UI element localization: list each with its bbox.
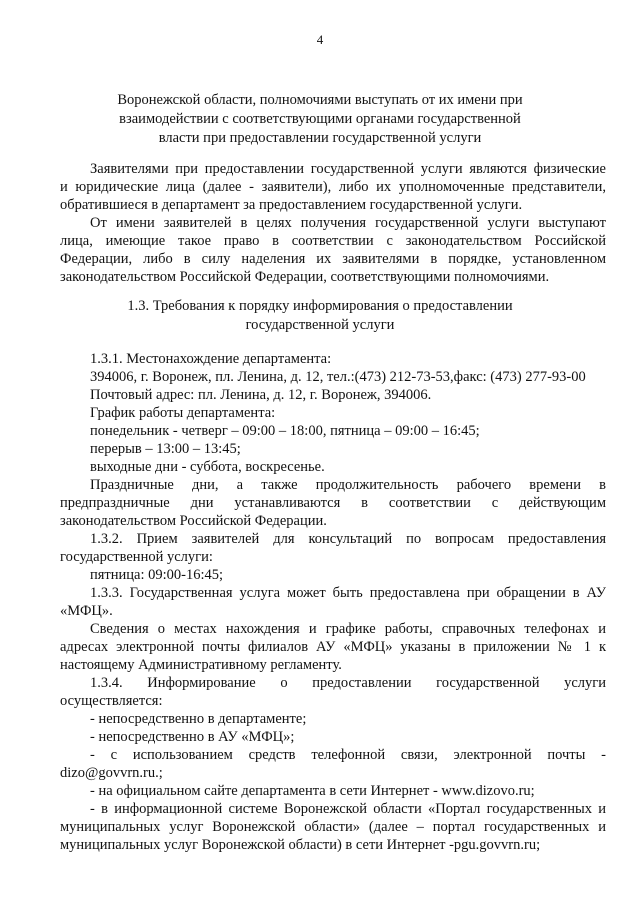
list-item: - на официальном сайте департамента в сети Интернет - www.dizovo.ru; xyxy=(90,783,535,799)
paragraph-line: 1.3.1. Местонахождение департамента: xyxy=(90,351,332,367)
list-item: - в информационной системе Воронежской области «Портал государственных и xyxy=(90,801,606,817)
paragraph-line: адресах электронной почты филиалов АУ «МФЦ» указаны в приложении № 1 к xyxy=(60,639,606,655)
schedule-line: выходные дни - суббота, воскресенье. xyxy=(90,459,325,475)
paragraph-line: лица, имеющие такое право в соответствии с законодательством Российской xyxy=(60,233,606,249)
paragraph-line: законодательством Российской Федерации. xyxy=(60,513,327,529)
paragraph-line: Праздничные дни, а также продолжительность рабочего времени в xyxy=(90,477,606,493)
list-item: - непосредственно в АУ «МФЦ»; xyxy=(90,729,295,745)
paragraph-line: От имени заявителей в целях получения государственной услуги выступают xyxy=(90,215,606,231)
paragraph-line: обратившиеся в департамент за предоставлением государственной услуги. xyxy=(60,197,523,213)
paragraph-line: 1.3.4. Информирование о предоставлении государственной услуги xyxy=(90,675,606,691)
paragraph-line: «МФЦ». xyxy=(60,603,113,619)
paragraph-line: Сведения о местах нахождения и графике работы, справочных телефонах и xyxy=(90,621,606,637)
intro-line: взаимодействии с соответствующими органами государственной xyxy=(119,111,521,127)
paragraph-line: Заявителями при предоставлении государственной услуги являются физические xyxy=(90,161,606,177)
schedule-line: перерыв – 13:00 – 13:45; xyxy=(90,441,241,457)
schedule-line: понедельник - четверг – 09:00 – 18:00, пятница – 09:00 – 16:45; xyxy=(90,423,480,439)
paragraph-line: Федерации, либо в силу наделения их заявителями в порядке, установленном xyxy=(60,251,606,267)
paragraph-line: осуществляется: xyxy=(60,693,163,709)
intro-line: власти при предоставлении государственной услуги xyxy=(158,130,482,146)
section-heading: 1.3. Требования к порядку информирования о предоставлении xyxy=(127,298,513,314)
intro-line: Воронежской области, полномочиями выступать от их имени при xyxy=(117,92,523,108)
paragraph-line: предпраздничные дни устанавливаются в соответствии с действующим xyxy=(60,495,606,511)
paragraph-line: 1.3.2. Прием заявителей для консультаций по вопросам предоставления xyxy=(90,531,606,547)
paragraph-line: 1.3.3. Государственная услуга может быть предоставлена при обращении в АУ xyxy=(90,585,606,601)
list-item-continuation: муниципальных услуг Воронежской области) в сети Интернет -pgu.govvrn.ru; xyxy=(60,837,541,853)
paragraph-line: и юридические лица (далее - заявители), либо их уполномоченные представители, xyxy=(60,179,606,195)
paragraph-line: государственной услуги: xyxy=(60,549,213,565)
list-item-continuation: dizo@govvrn.ru.; xyxy=(60,765,163,781)
list-item-continuation: муниципальных услуг Воронежской области» (далее – портал государственных и xyxy=(60,819,606,835)
page-number: 4 xyxy=(316,32,324,47)
paragraph-line: законодательством Российской Федерации, соответствующими полномочиями. xyxy=(60,269,550,285)
section-heading: государственной услуги xyxy=(245,317,395,333)
paragraph-line: настоящему Административному регламенту. xyxy=(60,657,342,673)
paragraph-line: График работы департамента: xyxy=(90,405,276,421)
paragraph-line: пятница: 09:00-16:45; xyxy=(90,567,224,583)
address-line: 394006, г. Воронеж, пл. Ленина, д. 12, тел.:(473) 212-73-53,факс: (473) 277-93-00 xyxy=(90,369,586,385)
list-item: - с использованием средств телефонной связи, электронной почты - xyxy=(90,747,606,763)
paragraph-line: Почтовый адрес: пл. Ленина, д. 12, г. Воронеж, 394006. xyxy=(90,387,432,403)
list-item: - непосредственно в департаменте; xyxy=(90,711,307,727)
